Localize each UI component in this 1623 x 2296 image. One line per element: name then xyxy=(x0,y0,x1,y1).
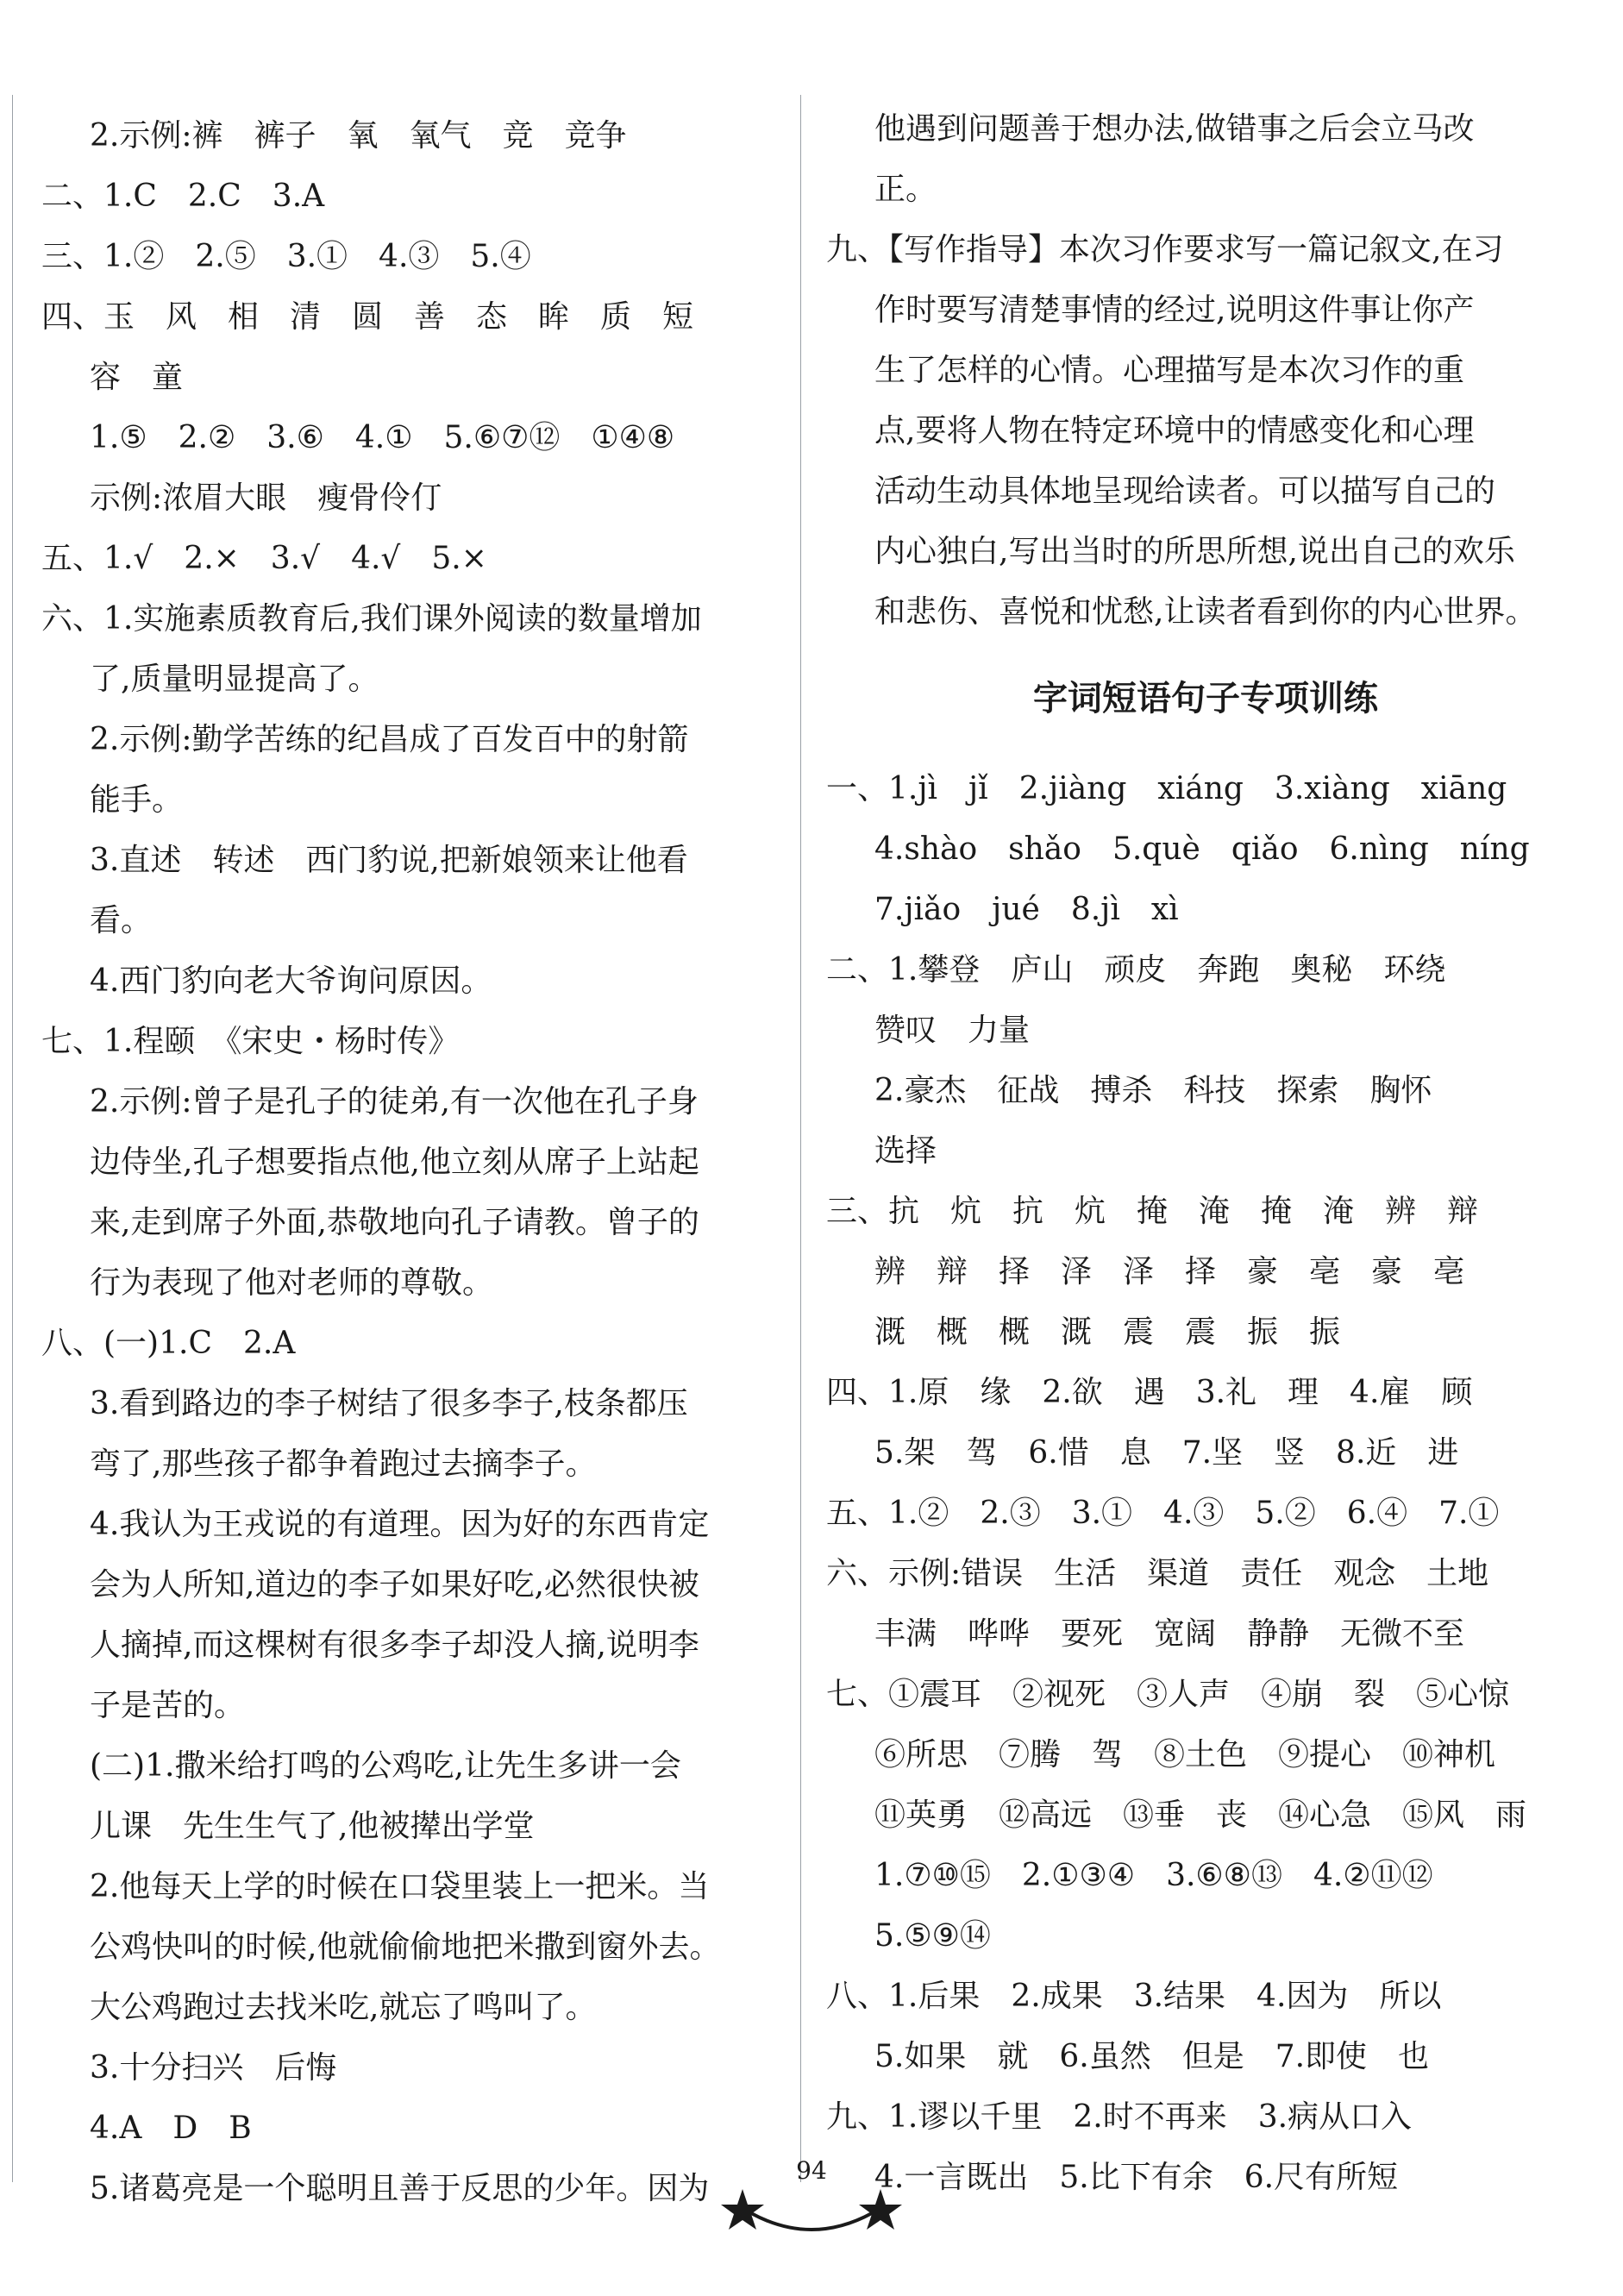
text-line: 和悲伤、喜悦和忧愁,让读者看到你的内心世界。 xyxy=(874,594,1537,630)
text-line: 4.我认为王戎说的有道理。因为好的东西肯定 xyxy=(90,1507,710,1542)
text-line: 公鸡快叫的时候,他就偷偷地把米撒到窗外去。 xyxy=(90,1929,721,1965)
text-line: 能手。 xyxy=(90,782,184,818)
text-line: 1.⑦⑩⑮ 2.①③④ 3.⑥⑧⑬ 4.②⑪⑫ xyxy=(874,1858,1433,1893)
text-line: 3.看到路边的李子树结了很多李子,枝条都压 xyxy=(90,1386,688,1421)
text-line: 人摘掉,而这棵树有很多李子却没人摘,说明李 xyxy=(90,1628,699,1663)
text-line: 5.诸葛亮是一个聪明且善于反思的少年。因为 xyxy=(90,2171,710,2206)
text-line: ⑥所思 ⑦腾 驾 ⑧土色 ⑨提心 ⑩神机 xyxy=(874,1737,1496,1772)
text-line: 八、(一)1.C 2.A xyxy=(41,1326,296,1361)
text-line: 七、1.程颐 《宋史・杨时传》 xyxy=(41,1024,460,1059)
text-line: 六、1.实施素质教育后,我们课外阅读的数量增加 xyxy=(41,601,702,637)
text-line: 5.如果 就 6.虽然 但是 7.即使 也 xyxy=(874,2039,1430,2074)
text-line: 2.他每天上学的时候在口袋里装上一把米。当 xyxy=(90,1869,710,1904)
text-line: 容 童 xyxy=(90,360,184,395)
text-line: 四、1.原 缘 2.欲 遇 3.礼 理 4.雇 顾 xyxy=(826,1375,1473,1410)
star-icon xyxy=(859,2189,902,2230)
text-line: 九、1.谬以千里 2.时不再来 3.病从口入 xyxy=(826,2099,1413,2135)
text-line: 八、1.后果 2.成果 3.结果 4.因为 所以 xyxy=(826,1979,1442,2014)
left-margin-rule xyxy=(12,95,13,2182)
text-line: 5.架 驾 6.惜 息 7.坚 竖 8.近 进 xyxy=(874,1435,1459,1471)
text-line: 大公鸡跑过去找米吃,就忘了鸣叫了。 xyxy=(90,1990,597,2025)
text-line: 内心独白,写出当时的所思所想,说出自己的欢乐 xyxy=(874,534,1515,569)
text-line: 七、①震耳 ②视死 ③人声 ④崩 裂 ⑤心惊 xyxy=(826,1677,1510,1712)
text-line: 一、1.jì jǐ 2.jiàng xiáng 3.xiàng xiāng xyxy=(826,771,1507,806)
text-line: 九、【写作指导】本次习作要求写一篇记叙文,在习 xyxy=(826,232,1504,267)
text-line: 会为人所知,道边的李子如果好吃,必然很快被 xyxy=(90,1567,699,1603)
column-divider xyxy=(800,95,801,2182)
text-line: 2.豪杰 征战 搏杀 科技 探索 胸怀 xyxy=(874,1073,1432,1108)
text-line: 三、抗 炕 抗 炕 掩 淹 掩 淹 辨 辩 xyxy=(826,1194,1479,1229)
text-line: 六、示例:错误 生活 渠道 责任 观念 土地 xyxy=(826,1556,1489,1591)
text-line: 3.十分扫兴 后悔 xyxy=(90,2050,337,2086)
text-line: 1.⑤ 2.② 3.⑥ 4.① 5.⑥⑦⑫ ①④⑧ xyxy=(90,420,675,455)
text-line: 丰满 哗哗 要死 宽阔 静静 无微不至 xyxy=(874,1616,1465,1652)
page-footer xyxy=(0,2156,1623,2260)
star-swoosh-ornament xyxy=(717,2179,906,2248)
text-line: 4.一言既出 5.比下有余 6.尺有所短 xyxy=(874,2160,1399,2195)
text-line: 三、1.② 2.⑤ 3.① 4.③ 5.④ xyxy=(41,239,531,274)
text-line: 7.jiǎo jué 8.jì xì xyxy=(874,892,1179,927)
text-line: 正。 xyxy=(874,172,937,207)
text-line: 二、1.攀登 庐山 顽皮 奔跑 奥秘 环绕 xyxy=(826,952,1446,988)
text-line: ⑪英勇 ⑫高远 ⑬垂 丧 ⑭心急 ⑮风 雨 xyxy=(874,1797,1527,1833)
text-line: 溉 概 概 溉 震 震 振 振 xyxy=(874,1314,1341,1350)
text-line: 4.A D B xyxy=(90,2111,252,2146)
text-line: 边侍坐,孔子想要指点他,他立刻从席子上站起 xyxy=(90,1145,699,1180)
text-line: 来,走到席子外面,恭敬地向孔子请教。曾子的 xyxy=(90,1205,699,1240)
text-line: 辨 辩 择 泽 泽 择 豪 亳 豪 亳 xyxy=(874,1254,1465,1289)
text-line: 看。 xyxy=(90,903,153,938)
text-line: 2.示例:勤学苦练的纪昌成了百发百中的射箭 xyxy=(90,722,689,757)
text-line: 赞叹 力量 xyxy=(874,1013,1031,1048)
text-line: 2.示例:裤 裤子 氧 氧气 竞 竞争 xyxy=(90,118,627,154)
text-line: 行为表现了他对老师的尊敬。 xyxy=(90,1265,494,1301)
text-line: 2.示例:曾子是孔子的徒弟,有一次他在孔子身 xyxy=(90,1084,699,1120)
text-line: 选择 xyxy=(874,1133,937,1169)
text-line: 示例:浓眉大眼 瘦骨伶仃 xyxy=(90,480,442,516)
text-line: 4.西门豹向老大爷询问原因。 xyxy=(90,963,492,999)
text-line: 弯了,那些孩子都争着跑过去摘李子。 xyxy=(90,1446,597,1482)
text-line: 子是苦的。 xyxy=(90,1688,246,1723)
star-icon xyxy=(721,2189,764,2230)
text-line: (二)1.撒米给打鸣的公鸡吃,让先生多讲一会 xyxy=(90,1748,681,1784)
text-line: 了,质量明显提高了。 xyxy=(90,662,379,697)
text-line: 五、1.② 2.③ 3.① 4.③ 5.② 6.④ 7.① xyxy=(826,1496,1500,1531)
swoosh-icon xyxy=(751,2213,872,2230)
text-line: 儿课 先生生气了,他被撵出学堂 xyxy=(90,1809,535,1844)
text-line: 二、1.C 2.C 3.A xyxy=(41,179,325,214)
text-line: 活动生动具体地呈现给读者。可以描写自己的 xyxy=(874,474,1496,509)
text-line: 作时要写清楚事情的经过,说明这件事让你产 xyxy=(874,292,1475,328)
text-line: 5.⑤⑨⑭ xyxy=(874,1918,991,1954)
text-line: 4.shào shǎo 5.què qiǎo 6.nìng níng xyxy=(874,831,1530,867)
text-line: 生了怎样的心情。心理描写是本次习作的重 xyxy=(874,353,1465,388)
page-number: 94 xyxy=(796,2156,827,2185)
text-line: 3.直述 转述 西门豹说,把新娘领来让他看 xyxy=(90,843,688,878)
text-line: 点,要将人物在特定环境中的情感变化和心理 xyxy=(874,413,1475,449)
text-line: 四、玉 风 相 清 圆 善 态 眸 质 短 xyxy=(41,299,694,335)
section-title: 字词短语句子专项训练 xyxy=(1033,679,1378,718)
text-line: 他遇到问题善于想办法,做错事之后会立马改 xyxy=(874,111,1475,147)
text-line: 五、1.√ 2.× 3.√ 4.√ 5.× xyxy=(41,541,487,576)
